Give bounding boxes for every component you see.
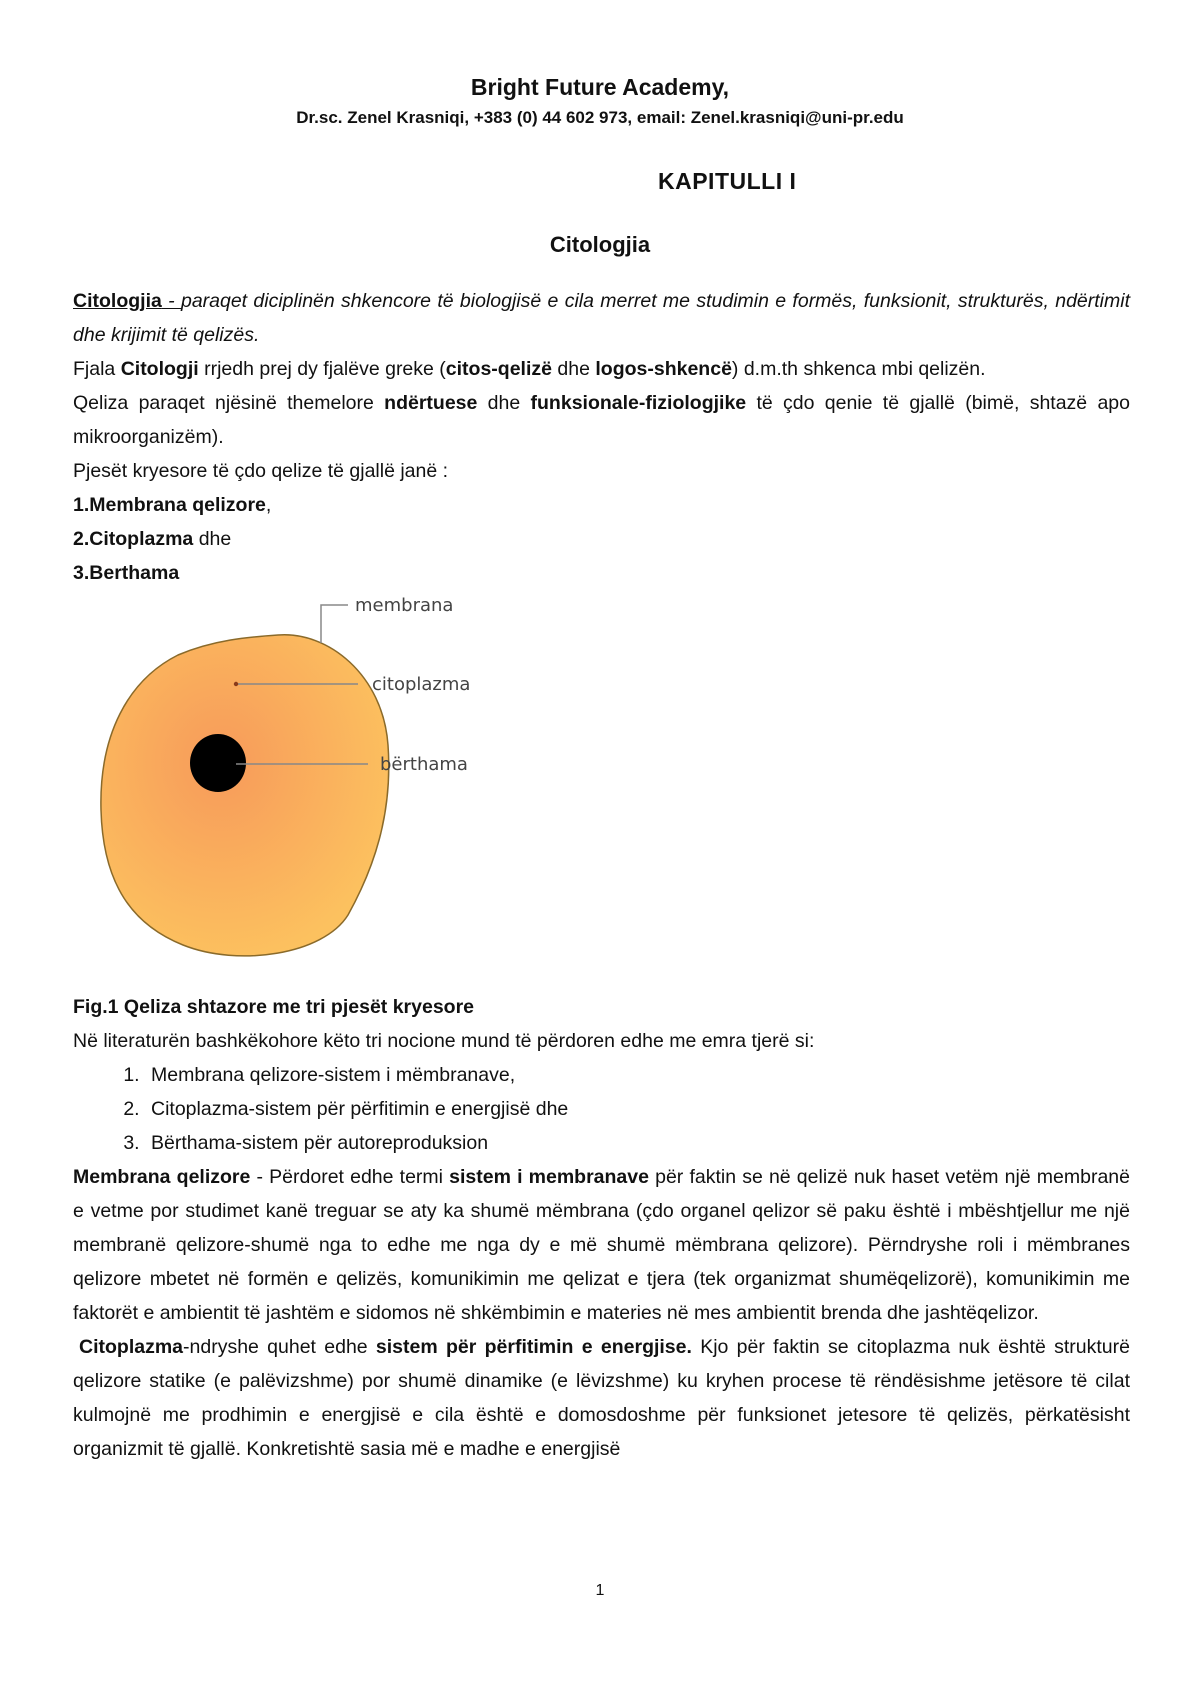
bold-run: citos-qelizë: [445, 358, 552, 380]
bold-run: sistem për përfitimin e energjise.: [375, 1336, 692, 1358]
institution-name: Bright Future Academy,: [470, 74, 730, 100]
figure-caption: [73, 990, 1130, 1024]
cytoplasm-pointer-dot: [234, 682, 238, 686]
label-membrane: membrana: [355, 595, 454, 616]
text-run: për faktin se në qelizë nuk haset vetëm një membranë e vetme por studimet kanë treguar se aty ka shumë mëmbrana (çdo organel qelizor së paku është i mbështjellur me një membranë qelizore-shumë nga to edhe me nga dy e më shumë mëmbrana qelizore). Përndryshe roli i mëmbranes qelizore mbetet në formën e qelizës, komunikimin me qelizat e tjera (tek organizmat shumëqelizorë), komunikimin me faktorët e ambientit të jashtëm e sidomos në shkëmbimin e materies në mes ambientit brenda dhe jashtëqelizor.: [73, 1166, 1130, 1324]
definition-dash: -: [161, 290, 181, 312]
alt-names-list: [73, 1058, 1130, 1160]
part-1-suffix: ,: [265, 494, 272, 516]
bold-run: logos-shkencë: [595, 358, 732, 380]
definition-text: paraqet diciplinën shkencore të biologjisë e cila merret me studimin e formës, funksionit, strukturës, ndërtimit dhe krijimit të qelizës.: [73, 290, 1130, 346]
text-run: dhe: [552, 358, 596, 380]
list-item: 3. Bërthama-sistem për autoreproduksion: [145, 1126, 1130, 1160]
part-3-label: 3.Berthama: [73, 562, 180, 584]
part-1: [73, 488, 1130, 522]
cell-figure: [73, 595, 553, 990]
list-item: 2. Citoplazma-sistem për përfitimin e energjisë dhe: [145, 1092, 1130, 1126]
part-3: [73, 556, 1130, 590]
chapter-heading: KAPITULLI I: [658, 168, 797, 194]
text-run: të çdo qenie të gjallë (bimë, shtazë apo mikroorganizëm).: [73, 392, 1130, 448]
cell-unit-paragraph: [73, 386, 1130, 454]
part-2-label: 2.Citoplazma: [73, 528, 194, 550]
text-run: -ndryshe quhet edhe: [183, 1336, 376, 1358]
text-run: - Përdoret edhe termi: [250, 1166, 450, 1188]
membrane-paragraph: [73, 1160, 1130, 1330]
bold-run: Citologji: [120, 358, 199, 380]
alt-names-intro: Në literaturën bashkëkohore këto tri nocione mund të përdoren edhe me emra tjerë si:: [73, 1030, 815, 1052]
text-run: rrjedh prej dy fjalëve greke (: [198, 358, 446, 380]
author-contact: Dr.sc. Zenel Krasniqi, +383 (0) 44 602 973, email: Zenel.krasniqi@uni-pr.edu: [296, 108, 904, 127]
definition-term: Citologjia: [73, 290, 162, 312]
membrane-leader-line: [321, 605, 348, 643]
bold-run: Membrana qelizore: [73, 1166, 251, 1188]
page-number: 1: [595, 1582, 605, 1599]
body-text: [73, 284, 1130, 1466]
definition-paragraph: [73, 284, 1130, 352]
bold-run: Citoplazma: [79, 1336, 184, 1358]
label-nucleus: bërthama: [380, 754, 468, 775]
etymology-paragraph: [73, 352, 1130, 386]
bold-run: ndërtuese: [384, 392, 478, 414]
text-run: Qeliza paraqet njësinë themelore: [73, 392, 385, 414]
bold-run: funksionale-fiziologjike: [530, 392, 747, 414]
part-2: [73, 522, 1130, 556]
text-run: ) d.m.th shkenca mbi qelizën.: [731, 358, 986, 380]
cytoplasm-paragraph: [73, 1330, 1130, 1466]
caption-text: 1 Qeliza shtazore me tri pjesët kryesore: [107, 996, 475, 1018]
text-run: dhe: [477, 392, 531, 414]
bold-run: sistem i membranave: [449, 1166, 649, 1188]
section-title: Citologjia: [549, 232, 651, 257]
caption-prefix: Fig.: [73, 996, 108, 1018]
list-item: 1. Membrana qelizore-sistem i mëmbranave,: [145, 1058, 1130, 1092]
text-run: Fjala: [73, 358, 121, 380]
cell-body: [101, 635, 389, 956]
label-cytoplasm: citoplazma: [372, 674, 471, 695]
animal-cell-diagram: [73, 595, 553, 990]
part-2-suffix: dhe: [193, 528, 232, 550]
text-run: Kjo për faktin se citoplazma nuk është strukturë qelizore statike (e palëvizshme) por shumë dinamike (e lëvizshme) ku kryhen procese të rëndësishme jetësore të cilat kulmojnë me prodhimin e energjisë e cila është e domosdoshme për funksionet jetesore të qelizës, përkatësisht organizmit të gjallë. Konkretishtë sasia më e madhe e energjisë: [73, 1336, 1130, 1460]
part-1-label: 1.Membrana qelizore: [73, 494, 266, 516]
parts-intro: Pjesët kryesore të çdo qelize të gjallë janë :: [73, 460, 449, 482]
nucleus: [190, 734, 246, 792]
